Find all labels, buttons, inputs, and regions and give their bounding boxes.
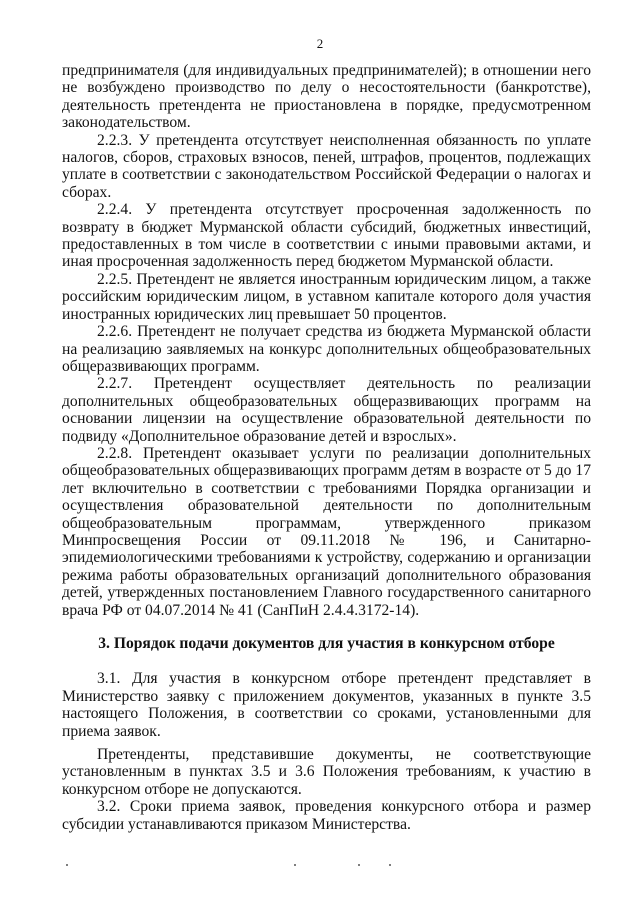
document-body: [62, 62, 591, 833]
scan-marks: [62, 864, 591, 868]
paragraph-2-2-7: 2.2.7. Претендент осуществляет деятельность по реализации дополнительных общеобразовательных общеразвивающих программ на основании лицензии на осуществление образовательной деятельности по подвиду «Дополнительное образование детей и взрослых».: [62, 375, 591, 445]
section-heading: 3. Порядок подачи документов для участия в конкурсном отборе: [98, 635, 555, 652]
paragraph-2-2-3: 2.2.3. У претендента отсутствует неисполненная обязанность по уплате налогов, сборов, страховых взносов, пеней, штрафов, процентов, подлежащих уплате в соответствии с законодательством Российской Федерации о налогах и сборах.: [62, 131, 591, 201]
page-number: 2: [316, 36, 324, 51]
scan-mark: [389, 864, 391, 866]
paragraph-2-2-6: 2.2.6. Претендент не получает средства из бюджета Мурманской области на реализацию заявляемых на конкурс дополнительных общеобразовательных общеразвивающих программ.: [62, 323, 591, 375]
paragraph-2-2-4: 2.2.4. У претендента отсутствует просроченная задолженность по возврату в бюджет Мурманской области субсидий, бюджетных инвестиций, предоставленных в том числе в соответствии с иными правовыми актами, и иная просроченная задолженность перед бюджетом Мурманской области.: [62, 201, 591, 271]
scan-mark: [294, 864, 296, 866]
scan-mark: [66, 864, 68, 866]
paragraph-3-1-exclusion: Претенденты, представившие документы, не соответствующие установленным в пунктах 3.5 и 3.6 Положения требованиям, к участию в конкурсном отборе не допускаются.: [62, 746, 591, 798]
paragraph-3-2: 3.2. Сроки приема заявок, проведения конкурсного отбора и размер субсидии устанавливаются приказом Министерства.: [62, 798, 591, 833]
paragraph-2-2-5: 2.2.5. Претендент не является иностранным юридическим лицом, а также российским юридическим лицом, в уставном капитале которого доля участия иностранных юридических лиц превышает 50 процентов.: [62, 270, 591, 323]
paragraph-3-1: 3.1. Для участия в конкурсном отборе претендент представляет в Министерство заявку с приложением документов, указанных в пункте 3.5 настоящего Положения, в соответствии со сроками, установленными для приема заявок.: [62, 670, 591, 740]
scan-mark: [358, 864, 360, 866]
paragraph-2-2-8: 2.2.8. Претендент оказывает услуги по реализации дополнительных общеобразовательных общеразвивающих программ детям в возрасте от 5 до 17 лет включительно в соответствии с требованиями Порядка организации и осуществления образовательной деятельности по дополнительным общеобразовательным программам, утвержденного приказом Минпросвещения России от 09.11.2018 № 196, и Санитарно-эпидемиологическими требованиями к устройству, содержанию и организации режима работы образовательных организаций дополнительного образования детей, утвержденных постановлением Главного государственного санитарного врача РФ от 04.07.2014 № 41 (СанПиН 2.4.4.3172-14).: [62, 444, 591, 619]
paragraph-continuation: предпринимателя (для индивидуальных предпринимателей); в отношении него не возбуждено производство по делу о несостоятельности (банкротстве), деятельность претендента не приостановлена в порядке, предусмотренном законодательством.: [62, 62, 591, 132]
